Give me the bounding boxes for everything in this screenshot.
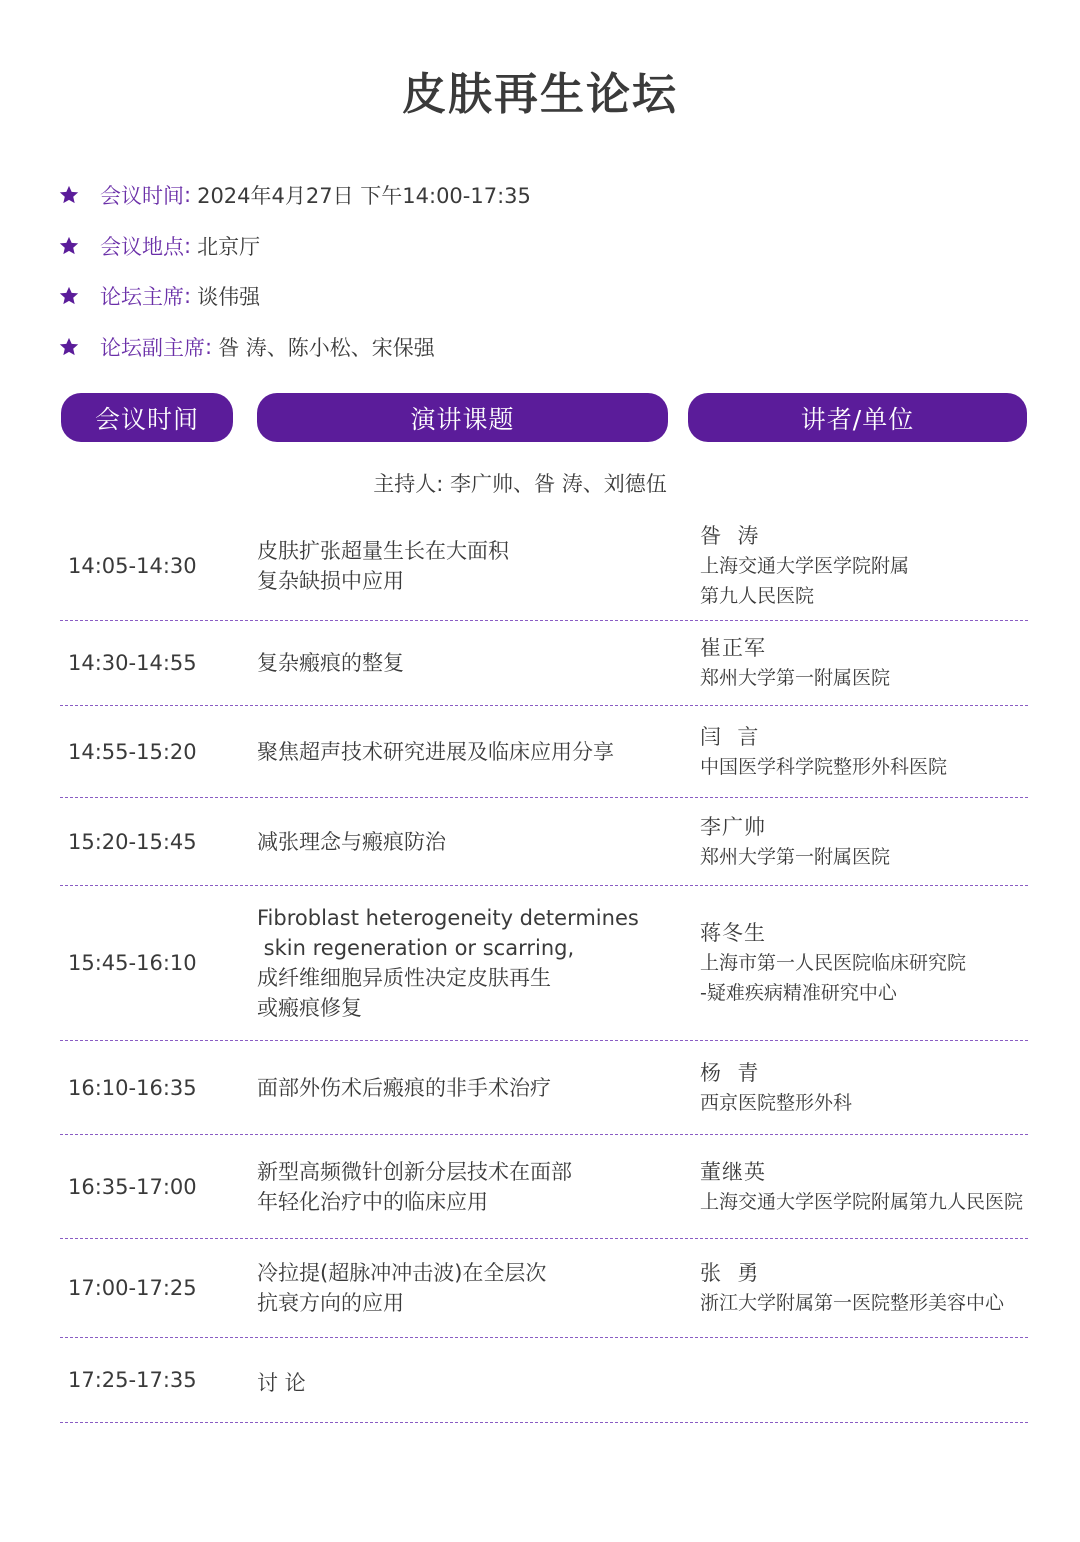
session-topic — [257, 1135, 657, 1238]
header-time: 会议时间 — [61, 393, 233, 442]
speaker-name: 张 勇 — [700, 1261, 760, 1285]
session-time: 15:45-16:10 — [68, 951, 197, 975]
session-speaker — [700, 706, 1060, 797]
star-icon — [58, 285, 80, 307]
info-value: 2024年4月27日 下午14:00-17:35 — [197, 184, 531, 209]
topic-line: 成纤维细胞异质性决定皮肤再生 — [257, 966, 551, 990]
info-row-chair — [58, 271, 531, 322]
session-topic — [257, 1338, 657, 1422]
info-label: 会议地点 — [100, 234, 184, 259]
session-speaker — [700, 886, 1060, 1040]
speaker-unit: 第九人民医院 — [700, 585, 815, 607]
session-speaker — [700, 512, 1060, 620]
topic-line: 冷拉提(超脉冲冲击波)在全层次 — [257, 1261, 547, 1285]
star-icon — [58, 235, 80, 257]
session-time: 16:35-17:00 — [68, 1174, 197, 1199]
schedule-row — [60, 1239, 1028, 1338]
info-value: 昝 涛、陈小松、宋保强 — [218, 335, 435, 360]
info-separator: : — [205, 334, 213, 359]
session-speaker — [700, 1135, 1060, 1238]
speaker-name: 蒋冬生 — [700, 921, 766, 945]
star-icon — [58, 184, 80, 206]
topic-line: 面部外伤术后瘢痕的非手术治疗 — [257, 1075, 551, 1100]
topic-line: 皮肤扩张超量生长在大面积 — [257, 539, 509, 563]
header-topic: 演讲课题 — [257, 393, 668, 442]
info-label: 论坛主席 — [100, 285, 184, 310]
topic-line: 减张理念与瘢痕防治 — [257, 829, 446, 854]
info-value: 北京厅 — [197, 234, 261, 259]
speaker-unit: 上海市第一人民医院临床研究院 — [700, 952, 967, 974]
schedule-row — [60, 621, 1028, 706]
topic-line: 年轻化治疗中的临床应用 — [257, 1189, 488, 1214]
info-value: 谈伟强 — [197, 285, 261, 310]
schedule-row — [60, 1135, 1028, 1239]
session-speaker — [700, 621, 1060, 705]
session-speaker — [700, 1041, 1060, 1134]
topic-line: 复杂瘢痕的整复 — [257, 651, 404, 675]
speaker-unit: -疑难疾病精准研究中心 — [700, 982, 897, 1004]
header-speaker: 讲者/单位 — [688, 393, 1027, 442]
topic-line: 聚焦超声技术研究进展及临床应用分享 — [257, 739, 614, 764]
topic-line: skin regeneration or scarring, — [257, 936, 575, 960]
session-time: 14:30-14:55 — [68, 651, 197, 675]
session-topic — [257, 1041, 657, 1134]
schedule-row — [60, 886, 1028, 1041]
schedule-table — [0, 512, 1080, 1423]
schedule-row — [60, 512, 1028, 621]
info-label: 会议时间 — [100, 184, 184, 209]
topic-line: 复杂缺损中应用 — [257, 569, 404, 593]
session-time: 16:10-16:35 — [68, 1075, 197, 1100]
topic-line: Fibroblast heterogeneity determines — [257, 906, 639, 930]
session-time: 17:00-17:25 — [68, 1276, 197, 1300]
speaker-name: 李广帅 — [700, 814, 766, 839]
speaker-unit: 郑州大学第一附属医院 — [700, 667, 891, 689]
session-speaker — [700, 1239, 1060, 1337]
speaker-unit: 西京医院整形外科 — [700, 1091, 853, 1114]
topic-line: 或瘢痕修复 — [257, 996, 362, 1020]
speaker-name: 崔正军 — [700, 636, 766, 660]
star-icon — [58, 336, 80, 358]
speaker-unit: 上海交通大学医学院附属第九人民医院 — [700, 1190, 1024, 1213]
speaker-unit: 中国医学科学院整形外科医院 — [700, 755, 948, 778]
session-time: 15:20-15:45 — [68, 829, 197, 854]
session-topic — [257, 621, 657, 705]
session-time: 17:25-17:35 — [68, 1368, 197, 1392]
session-topic — [257, 512, 657, 620]
speaker-name: 闫 言 — [700, 724, 760, 749]
topic-line: 抗衰方向的应用 — [257, 1291, 404, 1315]
session-topic — [257, 798, 657, 885]
info-row-time — [58, 170, 531, 221]
info-label: 论坛副主席 — [100, 335, 205, 360]
speaker-name: 杨 青 — [700, 1060, 760, 1085]
meeting-info-list — [58, 170, 531, 372]
speaker-unit: 上海交通大学医学院附属 — [700, 555, 910, 577]
topic-line: 讨 论 — [257, 1371, 306, 1395]
speaker-name: 昝 涛 — [700, 524, 760, 548]
topic-line: 新型高频微针创新分层技术在面部 — [257, 1159, 572, 1184]
info-separator: : — [184, 183, 192, 208]
info-row-venue — [58, 221, 531, 272]
speaker-name: 董继英 — [700, 1159, 766, 1184]
session-speaker — [700, 798, 1060, 885]
info-row-vice-chair — [58, 322, 531, 373]
session-topic — [257, 886, 677, 1040]
schedule-row — [60, 1041, 1028, 1135]
session-time: 14:55-15:20 — [68, 739, 197, 764]
session-topic — [257, 1239, 657, 1337]
host-line: 主持人: 李广帅、昝 涛、刘德伍 — [373, 472, 667, 496]
schedule-row — [60, 798, 1028, 886]
speaker-unit: 郑州大学第一附属医院 — [700, 845, 891, 868]
schedule-row — [60, 706, 1028, 798]
info-separator: : — [184, 233, 192, 258]
info-separator: : — [184, 284, 192, 309]
schedule-row — [60, 1338, 1028, 1423]
speaker-unit: 浙江大学附属第一医院整形美容中心 — [700, 1292, 1005, 1314]
session-time: 14:05-14:30 — [68, 554, 197, 578]
page-title: 皮肤再生论坛 — [402, 69, 678, 120]
session-topic — [257, 706, 657, 797]
